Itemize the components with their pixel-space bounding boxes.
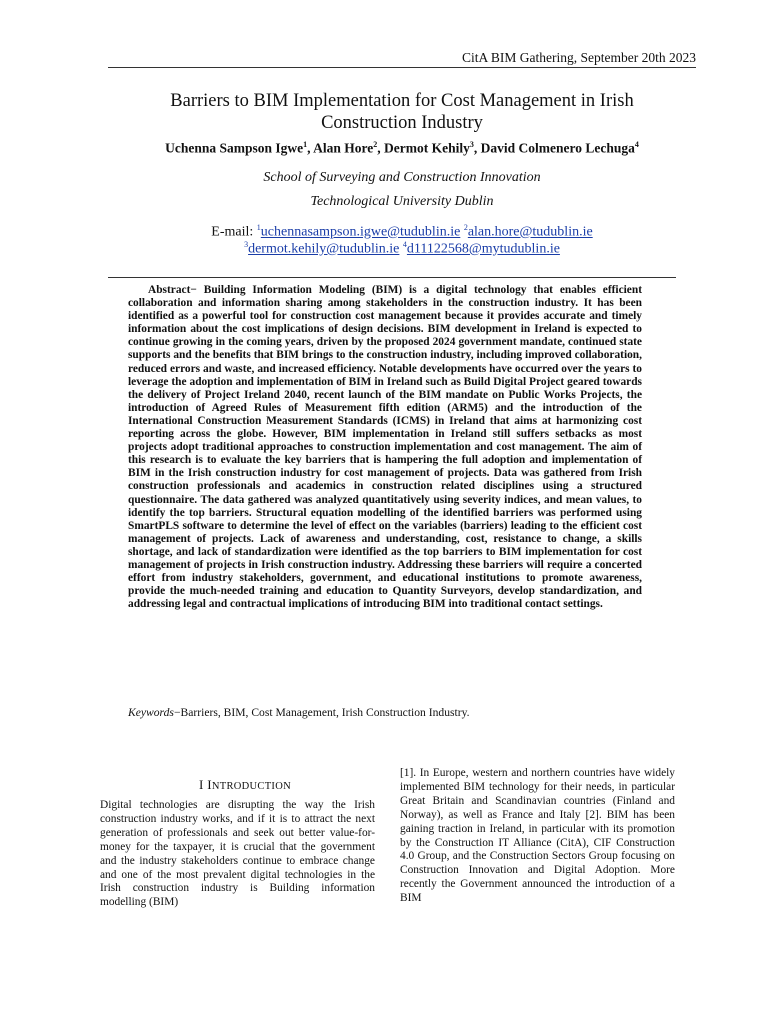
affiliation-school: School of Surveying and Construction Innovation <box>263 170 541 185</box>
author-separator: , <box>473 140 481 156</box>
author-sup: 2 <box>373 140 378 149</box>
email-sup: 4 <box>402 240 407 249</box>
author-list <box>108 140 696 157</box>
email-link-lechuga[interactable]: d11122568@mytudublin.ie <box>406 241 560 257</box>
running-header: CitA BIM Gathering, September 20th 2023 <box>462 50 696 65</box>
email-sup: 3 <box>244 240 249 249</box>
email-link-igwe[interactable]: uchennasampson.igwe@tudublin.ie <box>260 224 461 240</box>
abstract: Abstract− Building Information Modeling (BIM) is a digital technology that enables efficient collaboration and information sharing among stakeholders in the construction industry. It has been identified as a powerful tool for construction cost management because it provides accurate and timely information about the cost implications of design decisions. BIM development in Ireland is expected to continue growing in the coming years, driven by the proposed 2024 government mandate, continued state supports and the benefits that BIM brings to the construction industry, including improved collaboration, reduced errors and waste, and increased efficiency. Notable developments have occurred over the years to leverage the adoption and implementation of BIM in Ireland such as Build Digital Project geared towards the delivery of Project Ireland 2040, recent launch of the BIM mandate on Public Works Projects, the introduction of Agreed Rules of Measurement fifth edition (ARM5) and the introduction of the International Construction Measurement Standards (ICMS) in Ireland that aims at harmonizing cost reporting across the globe. However, BIM implementation in Ireland still suffers setbacks as most projects adopt traditional approaches to construction implementation and cost management. The aim of this research is to evaluate the key barriers that is hampering the full adoption and implementation of BIM in the Irish construction industry for cost management of projects. Data was gathered from Irish construction professionals and academics in construction related disciplines using a structured questionnaire. The data gathered was analyzed quantitatively using severity indices, and mean values, to identify the top barriers. Structural equation modelling of the identified barriers was performed using SmartPLS software to determine the level of effect on the variables (barriers) leading to the efficient cost management of projects. Lack of awareness and understanding, cost, resistance to change, a skills shortage, and lack of standardization were identified as the top barriers to BIM implementation for cost management of projects in Irish construction industry. Addressing these barriers will require a concerted effort from industry stakeholders, government, and educational institutions to promote awareness, provide the much-needed training and education to Quantity Surveyors, develop standardization, and addressing legal and contractual implications of introducing BIM into traditional contact settings. <box>128 284 642 611</box>
intro-paragraph-left: Digital technologies are disrupting the way the Irish construction industry works, and if it is to attract the next generation of professionals and seek out better value-for-money for the taxpayer, it is crucial that the government and the industry stakeholders continue to embrace change and one of the most prevalent digital technologies in the Irish construction industry is Building information modelling (BIM) <box>100 799 375 909</box>
email-sup: 1 <box>256 223 261 232</box>
email-sup: 2 <box>463 223 468 232</box>
affiliation-university: Technological University Dublin <box>310 194 494 209</box>
author-name: Uchenna Sampson Igwe <box>165 140 304 156</box>
author-name: Dermot Kehily <box>384 140 470 156</box>
paper-title <box>108 90 696 134</box>
author-separator: , <box>377 140 385 156</box>
title-line-1: Barriers to BIM Implementation for Cost Management in Irish <box>170 91 634 111</box>
abstract-rule <box>108 277 676 278</box>
keywords-text: −Barriers, BIM, Cost Management, Irish Construction Industry. <box>173 706 470 719</box>
header-rule <box>108 67 696 68</box>
section-title-rest: NTRODUCTION <box>211 781 291 792</box>
author-sup: 3 <box>469 140 474 149</box>
intro-paragraph-right: [1]. In Europe, western and northern countries have widely implemented BIM technology for their needs, in particular Great Britain and Scandinavian countries (Finland and Norway), as well as France and Italy [2]. BIM has been gaining traction in Ireland, in particular with its promotion by the Construction IT Alliance (CitA), CIF Construction 4.0 Group, and the Construction Sectors Group focusing on Construction Innovation and Digital Adoption. More recently the Government announced the introduction of a BIM <box>400 767 675 905</box>
section-initial: I <box>207 777 212 792</box>
author-name: David Colmenero Lechuga <box>480 140 635 156</box>
keywords <box>128 706 642 719</box>
keywords-label: Keywords <box>128 706 174 719</box>
section-heading-introduction <box>100 777 390 793</box>
email-link-kehily[interactable]: dermot.kehily@tudublin.ie <box>248 241 400 257</box>
author-name: Alan Hore <box>313 140 374 156</box>
author-sup: 1 <box>303 140 308 149</box>
section-number: I <box>199 777 208 792</box>
email-link-hore[interactable]: alan.hore@tudublin.ie <box>467 224 593 240</box>
email-label: E-mail: <box>211 224 257 240</box>
author-separator: , <box>307 140 314 156</box>
email-line-2 <box>108 236 696 258</box>
title-line-2: Construction Industry <box>321 113 483 133</box>
author-sup: 4 <box>634 140 639 149</box>
